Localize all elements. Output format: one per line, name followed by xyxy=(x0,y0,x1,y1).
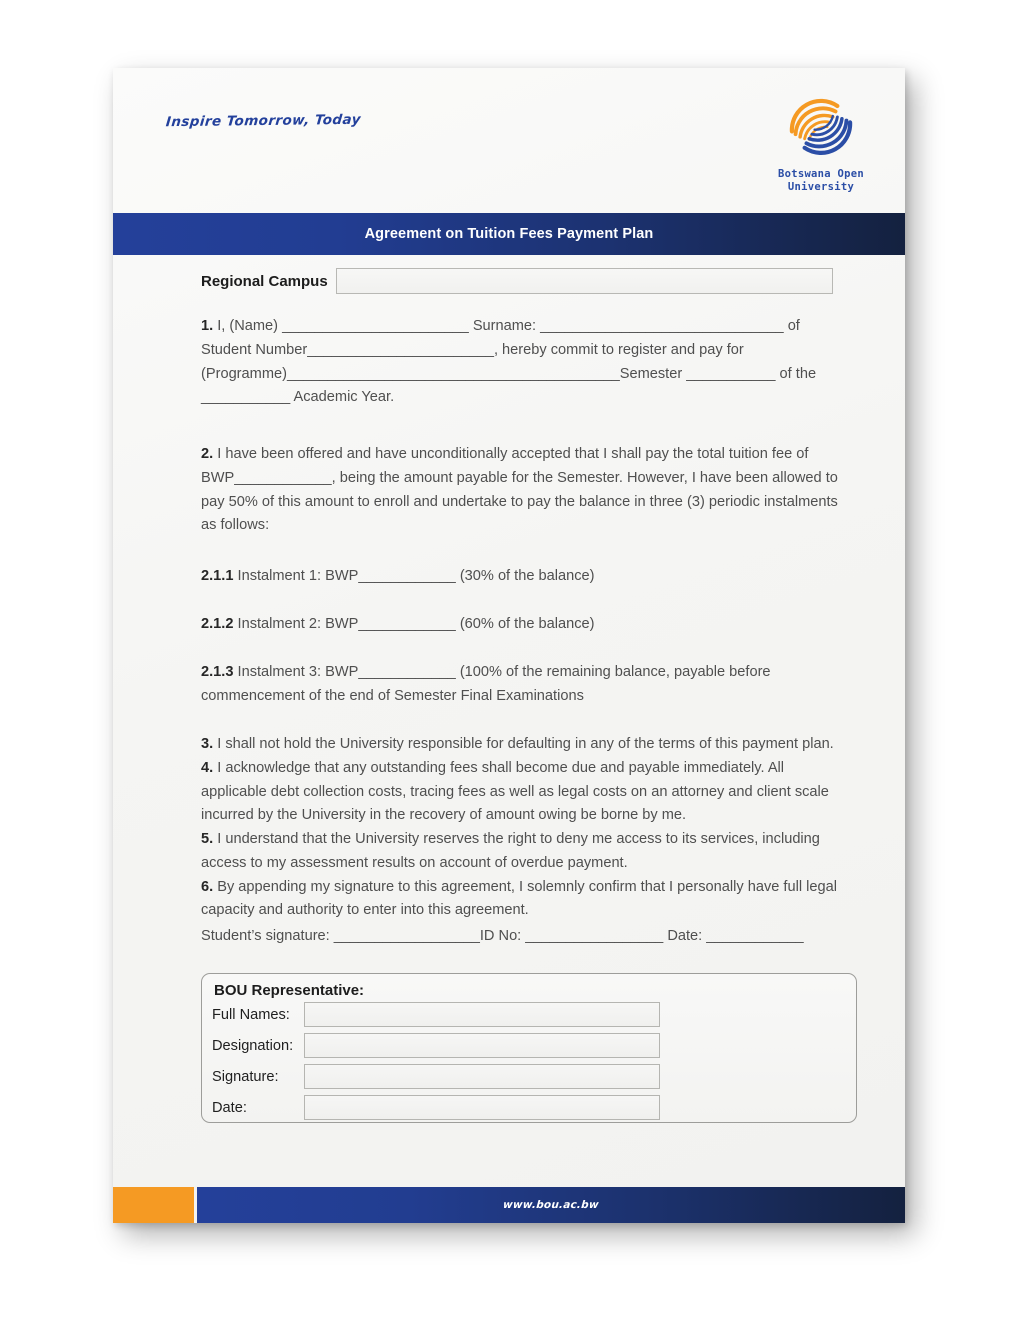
clause-1: 1. I, (Name) _______________________ Surname: ______________________________ of Student Number_______________________, hereby commit to register and pay for (Programme)_________________________________________Semester ___________ of the ___________ Academic Year. xyxy=(201,318,817,406)
document-page xyxy=(113,68,905,1223)
clause-6: 6. By appending my signature to this agreement, I solemnly confirm that I personally have full legal capacity and authority to enter into this agreement. xyxy=(201,878,837,919)
document-masthead xyxy=(113,68,905,213)
bou-signature-label: Signature: xyxy=(212,1068,279,1085)
document-footer xyxy=(113,1187,905,1223)
page-title: Agreement on Tuition Fees Payment Plan xyxy=(364,226,654,242)
bou-full-names-label: Full Names: xyxy=(212,1006,290,1023)
clause-2-1-1: 2.1.1 Instalment 1: BWP____________ (30% of the balance) xyxy=(201,568,595,584)
university-logo xyxy=(755,86,887,194)
document-body xyxy=(113,255,905,1177)
bou-swoosh-logo-icon xyxy=(775,86,867,166)
student-signature-line: Student’s signature: __________________ID No: _________________ Date: ____________ xyxy=(201,928,804,944)
bou-date-input[interactable] xyxy=(304,1095,660,1120)
clause-2: 2. I have been offered and have unconditionally accepted that I shall pay the total tuition fee of BWP____________, being the amount payable for the Semester. However, I have been allowed to pay 50% of this amount to enroll and undertake to pay the balance in three (3) periodic instalments as follows: xyxy=(201,446,838,534)
clauses-3-to-6 xyxy=(201,733,849,923)
logo-wordmark-line1: Botswana Open xyxy=(777,168,865,180)
brand-tagline: Inspire Tomorrow, Today xyxy=(165,111,362,131)
document-title-banner xyxy=(113,213,905,255)
bou-designation-label: Designation: xyxy=(212,1037,294,1054)
bou-representative-box xyxy=(201,973,857,1123)
bou-date-label: Date: xyxy=(212,1099,247,1116)
logo-wordmark-line2: University xyxy=(787,180,855,193)
bou-field-row xyxy=(212,1095,846,1120)
regional-campus-label: Regional Campus xyxy=(201,272,328,290)
clause-5: 5. I understand that the University reserves the right to deny me access to its services, including access to my assessment results on account of overdue payment. xyxy=(201,831,820,871)
bou-full-names-input[interactable] xyxy=(304,1002,660,1027)
footer-orange-block xyxy=(113,1187,194,1223)
bou-field-row xyxy=(212,1064,846,1089)
clause-2-1-2: 2.1.2 Instalment 2: BWP____________ (60% of the balance) xyxy=(201,616,595,632)
regional-campus-row xyxy=(201,268,833,294)
clause-4: 4. I acknowledge that any outstanding fees shall become due and payable immediately. All applicable debt collection costs, tracing fees as well as legal costs on an attorney and client scale incurred by the University in the recovery of amount owing be borne by me. xyxy=(201,759,829,824)
bou-designation-input[interactable] xyxy=(304,1033,660,1058)
bou-field-row xyxy=(212,1002,846,1027)
footer-website-url: www.bou.ac.bw xyxy=(502,1199,600,1211)
bou-representative-title: BOU Representative: xyxy=(214,982,365,999)
clause-3: 3. I shall not hold the University responsible for defaulting in any of the terms of this payment plan. xyxy=(201,736,834,752)
clause-2-1-3: 2.1.3 Instalment 3: BWP____________ (100% of the remaining balance, payable before commencement of the end of Semester Final Examinations xyxy=(201,664,771,704)
footer-blue-bar xyxy=(197,1187,905,1223)
bou-signature-input[interactable] xyxy=(304,1064,660,1089)
bou-field-row xyxy=(212,1033,846,1058)
regional-campus-input[interactable] xyxy=(336,268,833,294)
